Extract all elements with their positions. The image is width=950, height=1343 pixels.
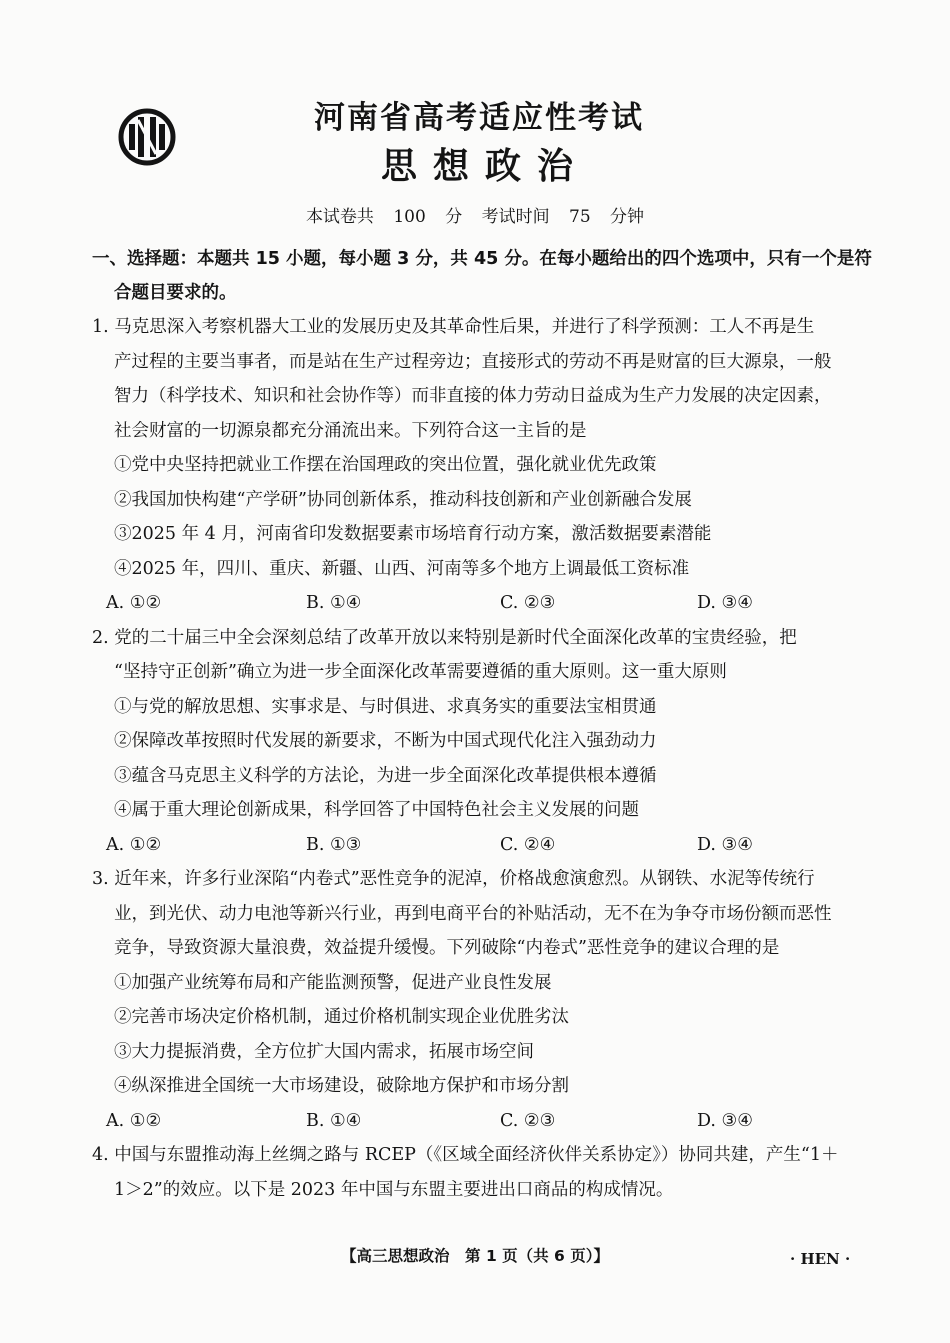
statement-item: ①与党的解放思想、实事求是、与时俱进、求真务实的重要法宝相贯通 <box>114 696 657 717</box>
statement-item: ③大力提振消费，全方位扩大国内需求，拓展市场空间 <box>114 1041 534 1062</box>
choice-a: A. ①② <box>106 834 162 855</box>
statement-item: ④纵深推进全国统一大市场建设，破除地方保护和市场分割 <box>114 1076 569 1096</box>
answer-choices <box>92 586 864 621</box>
choice-a: A. ①② <box>106 1110 162 1131</box>
statement-item: ②保障改革按照时代发展的新要求，不断为中国式现代化注入强劲动力 <box>114 731 657 751</box>
statement-item: ③2025 年 4 月，河南省印发数据要素市场培育行动方案，激活数据要素潜能 <box>114 524 712 544</box>
question-stem-line: 社会财富的一切源泉都充分涌流出来。下列符合这一主旨的是 <box>114 420 587 441</box>
choice-d: D. ③④ <box>697 1110 753 1131</box>
question-stem-line: 3. 近年来，许多行业深陷“内卷式”恶性竞争的泥淖，价格战愈演愈烈。从钢铁、水泥等传统行 <box>92 869 815 889</box>
question-stem-line: 竞争，导致资源大量浪费，效益提升缓慢。下列破除“内卷式”恶性竞争的建议合理的是 <box>114 938 780 958</box>
choice-a: A. ①② <box>106 593 162 613</box>
question-1 <box>92 310 864 621</box>
statement-item: ④2025 年，四川、重庆、新疆、山西、河南等多个地方上调最低工资标准 <box>114 558 690 579</box>
question-stem-line: 1＞2”的效应。以下是 2023 年中国与东盟主要进出口商品的构成情况。 <box>114 1179 674 1200</box>
section-heading <box>92 242 872 310</box>
question-stem-line: 4. 中国与东盟推动海上丝绸之路与 RCEP（《区域全面经济伙伴关系协定》）协同共建，产生“1＋ <box>92 1145 839 1165</box>
choice-c: C. ②④ <box>500 834 556 855</box>
question-list <box>92 310 864 1207</box>
choice-d: D. ③④ <box>697 834 753 855</box>
exam-info: 本试卷共 100 分 考试时间 75 分钟 <box>305 207 645 227</box>
statement-item: ③蕴含马克思主义科学的方法论，为进一步全面深化改革提供根本遵循 <box>114 765 657 786</box>
subject-title: 思想政治 <box>380 146 589 187</box>
statement-item: ②完善市场决定价格机制，通过价格机制实现企业优胜劣汰 <box>114 1007 569 1027</box>
question-stem-line: 2. 党的二十届三中全会深刻总结了改革开放以来特别是新时代全面深化改革的宝贵经验，把 <box>92 627 797 648</box>
choice-b: B. ①④ <box>306 1110 362 1131</box>
statement-item: ①加强产业统筹布局和产能监测预警，促进产业良性发展 <box>114 972 552 993</box>
question-stem-line: “坚持守正创新”确立为进一步全面深化改革需要遵循的重大原则。这一重大原则 <box>114 662 727 682</box>
choice-b: B. ①③ <box>306 834 362 855</box>
question-2 <box>92 621 864 863</box>
question-stem-line: 智力（科学技术、知识和社会协作等）而非直接的体力劳动日益成为生产力发展的决定因素， <box>114 386 832 406</box>
exam-title: 河南省高考适应性考试 <box>314 100 644 136</box>
statement-item: ②我国加快构建“产学研”协同创新体系，推动科技创新和产业创新融合发展 <box>114 489 692 510</box>
choice-c: C. ②③ <box>500 1110 556 1131</box>
section-heading-line: 合题目要求的。 <box>114 283 237 303</box>
footer-code: · HEN · <box>790 1250 851 1268</box>
page-footer: 【高三思想政治 第 1 页（共 6 页）】 <box>341 1247 609 1265</box>
question-stem-line: 1. 马克思深入考察机器大工业的发展历史及其革命性后果，并进行了科学预测：工人不再是生 <box>92 317 815 337</box>
answer-choices <box>92 828 864 863</box>
question-stem-line: 业，到光伏、动力电池等新兴行业，再到电商平台的补贴活动，无不在为争夺市场份额而恶性 <box>114 903 832 924</box>
question-stem-line: 产过程的主要当事者，而是站在生产过程旁边；直接形式的劳动不再是财富的巨大源泉，一般 <box>114 351 832 372</box>
statement-item: ①党中央坚持把就业工作摆在治国理政的突出位置，强化就业优先政策 <box>114 455 657 475</box>
choice-c: C. ②③ <box>500 593 556 613</box>
question-3 <box>92 862 864 1138</box>
answer-choices <box>92 1104 864 1139</box>
question-4 <box>92 1138 864 1207</box>
section-heading-line: 一、选择题：本题共 15 小题，每小题 3 分，共 45 分。在每小题给出的四个选项中，只有一个是符 <box>92 249 872 269</box>
statement-item: ④属于重大理论创新成果，科学回答了中国特色社会主义发展的问题 <box>114 800 639 820</box>
choice-d: D. ③④ <box>697 593 753 613</box>
choice-b: B. ①④ <box>306 593 362 613</box>
